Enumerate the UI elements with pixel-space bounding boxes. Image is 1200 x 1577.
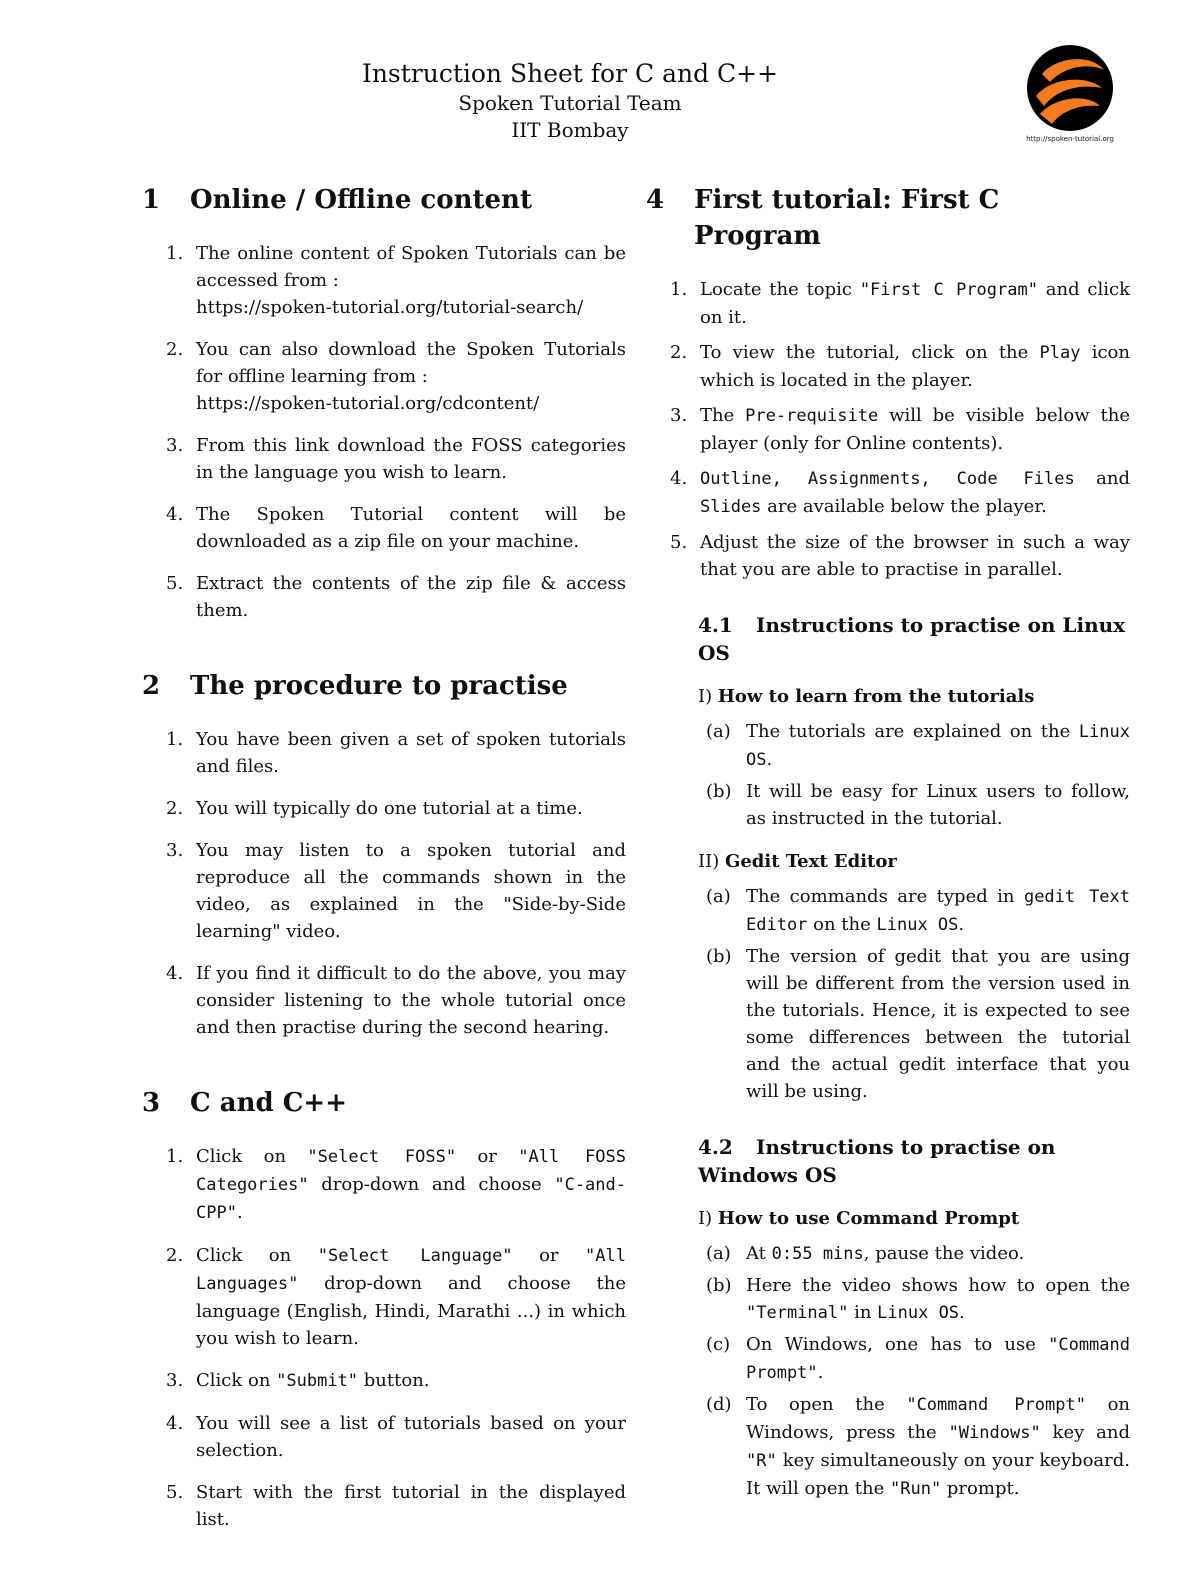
subsection-linux	[646, 611, 1130, 1105]
list-item: 3. You may listen to a spoken tutorial and reproduce all the commands shown in the video, as explained in the "Side-by-Side learning" video.	[166, 840, 626, 942]
subsection-windows	[646, 1133, 1130, 1503]
list-item: 1. Locate the topic "First C Program" and click on it.	[670, 279, 1131, 328]
document-team: Spoken Tutorial Team	[458, 91, 682, 115]
list-item: 1. The online content of Spoken Tutorials can be accessed from : https://spoken-tutorial.org/tutorial-search/	[166, 243, 626, 318]
section-heading: 3 C and C++	[142, 1088, 347, 1118]
list-item: 4. Outline, Assignments, Code Files and Slides are available below the player.	[670, 468, 1130, 517]
right-column	[646, 182, 1130, 1507]
list-item: 5. Extract the contents of the zip file & access them.	[166, 573, 626, 621]
list-item: 2. To view the tutorial, click on the Play icon which is located in the player.	[670, 342, 1130, 391]
section-procedure	[142, 668, 626, 1041]
section-c-and-cpp	[142, 1085, 626, 1533]
list-item: (a) The commands are typed in gedit Text Editor on the Linux OS.	[706, 886, 1131, 935]
list-item: 2. You can also download the Spoken Tutorials for offline learning from : https://spoken-tutorial.org/cdcontent/	[166, 339, 626, 414]
list-item: (a) At 0:55 mins, pause the video.	[706, 1243, 1025, 1264]
list-item: (a) The tutorials are explained on the Linux OS.	[706, 721, 1130, 770]
list-item: 1. Click on "Select FOSS" or "All FOSS Categories" drop-down and choose "C-and-CPP".	[166, 1146, 626, 1223]
left-column	[142, 182, 626, 1577]
document-header	[0, 58, 1140, 144]
list-item: 4. The Spoken Tutorial content will be downloaded as a zip file on your machine.	[166, 504, 626, 552]
document-institute: IIT Bombay	[511, 118, 629, 142]
list-item: 1. You have been given a set of spoken tutorials and files.	[166, 729, 626, 777]
list-item: 4. If you find it difficult to do the above, you may consider listening to the whole tutorial once and then practise during the second hearing.	[166, 963, 626, 1038]
spoken-tutorial-logo-icon	[1022, 44, 1118, 144]
list-item: 5. Start with the first tutorial in the displayed list.	[166, 1482, 626, 1530]
subsection-heading: 4.2 Instructions to practise on Windows OS	[698, 1135, 1056, 1187]
cdcontent-link[interactable]: https://spoken-tutorial.org/cdcontent/	[196, 393, 540, 414]
list-item: 3. From this link download the FOSS categories in the language you wish to learn.	[166, 435, 626, 483]
subsection-heading: 4.1 Instructions to practise on Linux OS	[698, 613, 1126, 665]
section-heading: 4 First tutorial: First C Program	[646, 185, 1000, 251]
paragraph-heading: II) Gedit Text Editor	[698, 851, 897, 872]
section-heading: 2 The procedure to practise	[142, 671, 568, 701]
list-item: (b) It will be easy for Linux users to follow, as instructed in the tutorial.	[706, 781, 1130, 829]
list-item: (b) Here the video shows how to open the "Terminal" in Linux OS.	[706, 1275, 1130, 1323]
tutorial-search-link[interactable]: https://spoken-tutorial.org/tutorial-search/	[196, 297, 584, 318]
logo-url-text: http://spoken-tutorial.org	[1026, 135, 1114, 143]
list-item: 2. Click on "Select Language" or "All Languages" drop-down and choose the language (English, Hindi, Marathi ...) in which you wish to learn.	[166, 1245, 626, 1349]
section-heading: 1 Online / Offline content	[142, 185, 532, 215]
list-item: 3. Click on "Submit" button.	[166, 1370, 430, 1391]
paragraph-heading: I) How to learn from the tutorials	[698, 686, 1035, 707]
list-item: 3. The Pre-requisite will be visible below the player (only for Online contents).	[670, 405, 1130, 454]
section-online-offline	[142, 182, 626, 624]
list-item: 2. You will typically do one tutorial at a time.	[166, 798, 583, 819]
list-item: (c) On Windows, one has to use "Command Prompt".	[706, 1334, 1130, 1383]
list-item: (b) The version of gedit that you are using will be different from the version used in the tutorials. Hence, it is expected to see some differences between the tutorial and the actual gedit interface that you will be using.	[706, 946, 1130, 1102]
list-item: (d) To open the "Command Prompt" on Windows, press the "Windows" key and "R" key simultaneously on your keyboard. It will open the "Run" prompt.	[706, 1394, 1130, 1499]
section-first-tutorial	[646, 182, 1130, 583]
list-item: 5. Adjust the size of the browser in such a way that you are able to practise in parallel.	[670, 532, 1130, 580]
document-title: Instruction Sheet for C and C++	[361, 59, 779, 88]
paragraph-heading: I) How to use Command Prompt	[698, 1208, 1020, 1229]
list-item: 4. You will see a list of tutorials based on your selection.	[166, 1413, 626, 1461]
